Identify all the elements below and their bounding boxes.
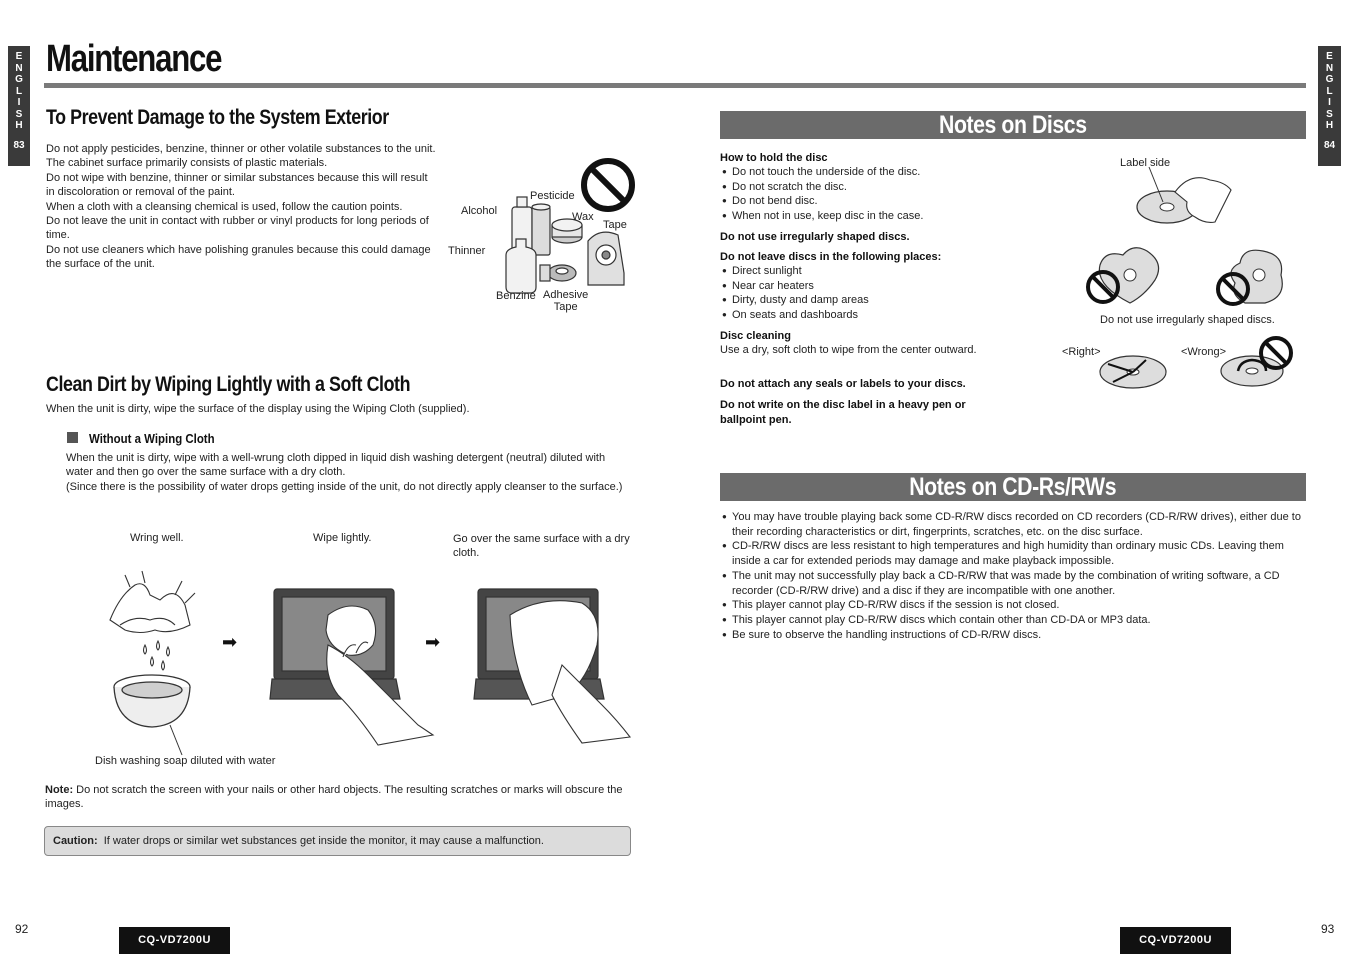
label-alcohol: Alcohol (461, 205, 498, 217)
label-pesticide: Pesticide (530, 190, 575, 202)
cdr-list (720, 510, 1310, 642)
bowl-caption: Dish washing soap diluted with water (95, 755, 276, 767)
discs-text-column (720, 152, 1020, 428)
list-item: ● The unit may not successfully play back a CD-R/RW that was made by the combination of writing software, a CD recorder (CD-R/RW drive) and a disc if they are incompatible with one another. (720, 569, 1310, 598)
odd-shape-disc-illustration (1215, 245, 1290, 307)
hold-disc-illustration (1135, 162, 1235, 227)
exterior-paragraphs (46, 142, 438, 272)
exterior-paragraph: Do not use cleaners which have polishing granules because this could damage the surface of the unit. (46, 243, 431, 271)
right-wipe-disc-illustration (1098, 352, 1168, 392)
list-item: ● Be sure to observe the handling instructions of CD-R/RW discs. (720, 628, 1310, 643)
sub-heading-without-cloth: Without a Wiping Cloth (89, 431, 215, 446)
list-item: ● When not in use, keep disc in the case. (720, 209, 1020, 224)
section-bar-discs (720, 111, 1306, 139)
list-item: ● Direct sunlight (720, 264, 1020, 279)
right-label: <Right> (1062, 346, 1101, 358)
heart-disc-illustration (1085, 245, 1165, 307)
wrong-label: <Wrong> (1181, 346, 1227, 358)
step-caption-wring: Wring well. (130, 532, 184, 544)
arrow-right-icon: ➡ (222, 632, 238, 652)
exterior-paragraph: Do not leave the unit in contact with rubber or vinyl products for long periods of time. (46, 215, 429, 242)
wrong-wipe-disc-illustration (1220, 335, 1295, 390)
cleaning-heading: Disc cleaning (720, 330, 791, 342)
label-tape: Tape (603, 219, 627, 231)
cleaning-text: Use a dry, soft cloth to wipe from the center outward. (720, 344, 977, 356)
title-rule (44, 83, 1306, 88)
list-item: ● This player cannot play CD-R/RW discs if the session is not closed. (720, 598, 1310, 613)
note-label: Note: (45, 784, 74, 796)
pen-warning: Do not write on the disc label in a heavy pen or ballpoint pen. (720, 399, 966, 426)
list-item: ● This player cannot play CD-R/RW discs which contain other than CD-DA or MP3 data. (720, 613, 1310, 628)
wring-illustration (100, 575, 210, 755)
step-caption-dry: Go over the same surface with a dry cloth. (453, 533, 630, 559)
page-number-right: 93 (1321, 922, 1335, 936)
label-side-caption: Label side (1120, 157, 1171, 169)
exterior-paragraph: When a cloth with a cleansing chemical is used, follow the caution points. (46, 200, 403, 213)
label-wax: Wax (572, 211, 594, 223)
list-item: ● On seats and dashboards (720, 308, 1020, 323)
model-label-right: CQ-VD7200U (1120, 927, 1231, 954)
without-cloth-paragraph: (Since there is the possibility of water drops getting inside of the unit, do not directly apply cleanser to the surface.) (66, 480, 623, 493)
language-tab-page: 83 (13, 139, 25, 151)
label-thinner: Thinner (448, 245, 486, 257)
model-label-left: CQ-VD7200U (119, 927, 230, 954)
section-heading-clean: Clean Dirt by Wiping Lightly with a Soft Cloth (46, 373, 411, 396)
seals-warning: Do not attach any seals or labels to your discs. (720, 378, 966, 390)
caution-label: Caution: (53, 835, 98, 847)
hold-list (720, 165, 1020, 223)
language-tab-letters: E N G L I S H (1325, 51, 1334, 131)
caution-box (44, 826, 631, 856)
section-heading-discs: Notes on Discs (939, 111, 1087, 139)
label-benzine: Benzine (496, 290, 536, 302)
without-cloth-text (66, 451, 634, 494)
section-bar-cdr (720, 473, 1306, 501)
list-item: ● Near car heaters (720, 279, 1020, 294)
list-item: ● Do not touch the underside of the disc. (720, 165, 1020, 180)
step-caption-wipe: Wipe lightly. (313, 532, 372, 544)
page-title: Maintenance (46, 38, 222, 80)
square-bullet-icon (67, 432, 78, 443)
irregular-caption: Do not use irregularly shaped discs. (1100, 314, 1275, 326)
without-cloth-paragraph: When the unit is dirty, wipe with a well-wrung cloth dipped in liquid dish washing detergent (neutral) diluted with water and then go over the same surface with a dry cloth. (66, 452, 606, 479)
list-item: ● CD-R/RW discs are less resistant to high temperatures and high humidity than ordinary music CDs. Leaving them inside a car for extended periods may damage and make playback impossible. (720, 539, 1310, 568)
list-item: ● Do not bend disc. (720, 194, 1020, 209)
section-heading-exterior: To Prevent Damage to the System Exterior (46, 106, 389, 129)
irregular-heading: Do not use irregularly shaped discs. (720, 231, 910, 243)
page-number-left: 92 (15, 922, 29, 936)
dry-wipe-illustration (472, 585, 637, 745)
hold-heading: How to hold the disc (720, 152, 828, 164)
section-heading-cdr: Notes on CD-Rs/RWs (909, 473, 1117, 501)
exterior-paragraph: Do not apply pesticides, benzine, thinner or other volatile substances to the unit. The cabinet surface primarily consists of plastic materials. (46, 143, 436, 170)
places-heading: Do not leave discs in the following places: (720, 251, 942, 263)
arrow-right-icon: ➡ (425, 632, 441, 652)
language-tab-left (8, 46, 30, 166)
note-block (45, 783, 625, 812)
note-text: Do not scratch the screen with your nails or other hard objects. The resulting scratches or marks will obscure the images. (45, 784, 623, 811)
caution-text: If water drops or similar wet substances get inside the monitor, it may cause a malfunction. (103, 835, 544, 847)
wipe-illustration (268, 585, 441, 745)
list-item: ● Dirty, dusty and damp areas (720, 293, 1020, 308)
list-item: ● Do not scratch the disc. (720, 180, 1020, 195)
language-tab-letters: E N G L I S H (15, 51, 23, 131)
list-item: ● You may have trouble playing back some CD-R/RW discs recorded on CD recorders (CD-R/RW drives), either due to their recording characteristics or dirt, fingerprints, scratches, etc. on the disc surface. (720, 510, 1310, 539)
language-tab-right (1318, 46, 1341, 166)
places-list (720, 264, 1020, 322)
clean-intro: When the unit is dirty, wipe the surface of the display using the Wiping Cloth (supplied). (46, 403, 470, 415)
exterior-paragraph: Do not wipe with benzine, thinner or similar substances because this will result in discoloration or removal of the paint. (46, 171, 428, 199)
language-tab-page: 84 (1323, 139, 1336, 151)
label-adhesive-tape: Adhesive Tape (543, 289, 589, 313)
